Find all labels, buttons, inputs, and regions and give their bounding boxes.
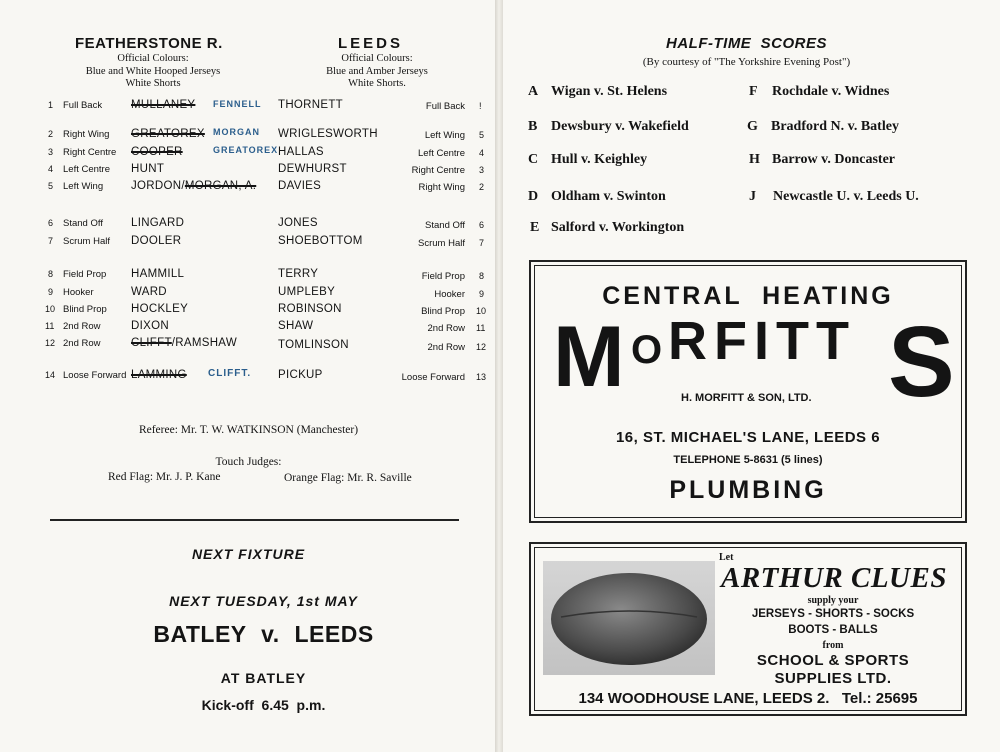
away-player: DAVIES xyxy=(278,180,322,192)
supply-your-label: supply your xyxy=(807,595,859,606)
away-player: TOMLINSON xyxy=(278,339,349,351)
away-number: 10 xyxy=(476,306,487,316)
arthur-clues-brand: ARTHUR CLUES xyxy=(721,562,947,594)
away-number: 13 xyxy=(476,372,487,382)
away-colours-label: Official Colours: xyxy=(341,53,413,64)
home-number: 2 xyxy=(48,129,54,139)
away-position: Left Centre xyxy=(418,148,465,159)
away-number: 12 xyxy=(476,342,487,352)
home-player: HUNT xyxy=(131,163,165,175)
morfitts-company: H. MORFITT & SON, LTD. xyxy=(681,392,812,404)
away-number: 8 xyxy=(479,271,485,281)
section-divider xyxy=(50,519,459,521)
clues-address: 134 WOODHOUSE LANE, LEEDS 2. Tel.: 25695 xyxy=(578,690,918,707)
home-player: DOOLER xyxy=(131,235,182,247)
rugby-ball-icon xyxy=(543,561,715,675)
home-position: 2nd Row xyxy=(63,321,101,332)
red-flag-judge: Red Flag: Mr. J. P. Kane xyxy=(108,471,221,483)
handwritten-substitute: GREATOREX xyxy=(213,145,279,155)
morfitts-brand-o: O xyxy=(631,328,663,372)
let-label: Let xyxy=(719,552,734,563)
home-number: 7 xyxy=(48,236,54,246)
morfitts-address: 16, ST. MICHAEL'S LANE, LEEDS 6 xyxy=(615,429,881,446)
home-player: WARD xyxy=(131,286,167,298)
home-number: 1 xyxy=(48,100,54,110)
away-position: Blind Prop xyxy=(421,306,465,317)
morfitts-brand-mid: RFITT xyxy=(668,311,856,371)
home-position: Loose Forward xyxy=(63,370,127,381)
ht-letter: D xyxy=(528,189,539,204)
home-player: LINGARD xyxy=(131,217,185,229)
home-number: 10 xyxy=(45,304,56,314)
away-number: 4 xyxy=(479,148,485,158)
rugby-ball-photo xyxy=(543,561,715,675)
away-player: HALLAS xyxy=(278,146,324,158)
home-position: Full Back xyxy=(63,100,103,111)
ht-letter: B xyxy=(528,119,538,134)
away-number: 11 xyxy=(476,323,486,333)
next-fixture-away: LEEDS xyxy=(294,621,374,647)
home-player: COOPER xyxy=(131,146,183,158)
morfitts-brand-m: M xyxy=(553,309,625,405)
ht-letter: F xyxy=(749,84,758,99)
away-position: Stand Off xyxy=(425,220,465,231)
home-number: 3 xyxy=(48,147,54,157)
handwritten-substitute: MORGAN xyxy=(213,127,260,137)
home-number: 6 xyxy=(48,218,54,228)
right-programme-page xyxy=(503,0,1000,752)
home-player: MULLANEY xyxy=(131,99,196,111)
away-colours-line2: White Shorts. xyxy=(348,78,406,89)
home-colours-line1: Blue and White Hooped Jerseys xyxy=(85,65,221,77)
home-player-second: /RAMSHAW xyxy=(171,337,238,349)
away-team-name: LEEDS xyxy=(338,35,404,52)
home-number: 9 xyxy=(48,287,54,297)
home-position: Blind Prop xyxy=(63,304,107,315)
away-position: Field Prop xyxy=(421,271,465,282)
next-fixture-match xyxy=(0,621,497,648)
away-number: 9 xyxy=(479,289,485,299)
away-player: DEWHURST xyxy=(278,163,347,175)
clues-items-line2: BOOTS - BALLS xyxy=(788,624,878,636)
home-player-struck: MORGAN, A. xyxy=(184,180,257,192)
away-player: THORNETT xyxy=(278,99,344,111)
from-label: from xyxy=(822,640,844,651)
home-player: DIXON xyxy=(131,320,169,332)
away-number: 6 xyxy=(479,220,485,230)
home-number: 8 xyxy=(48,269,54,279)
morfitts-telephone: TELEPHONE 5-8631 (5 lines) xyxy=(673,454,823,466)
away-position: Right Wing xyxy=(418,182,465,193)
away-position: Loose Forward xyxy=(401,372,465,383)
away-position: Hooker xyxy=(434,289,465,300)
home-player xyxy=(131,337,237,349)
away-player: TERRY xyxy=(278,268,319,280)
ht-match: Salford v. Workington xyxy=(551,220,685,235)
ht-match: Barrow v. Doncaster xyxy=(772,152,895,167)
away-number: 2 xyxy=(479,182,485,192)
away-colours xyxy=(292,53,462,91)
home-player: LAMMING xyxy=(131,369,187,381)
morfitts-brand-s: S xyxy=(888,306,955,418)
away-number: 7 xyxy=(479,238,485,248)
home-position: Stand Off xyxy=(63,218,103,229)
ht-match: Wigan v. St. Helens xyxy=(551,84,668,99)
home-position: Right Wing xyxy=(63,129,110,140)
left-programme-page xyxy=(0,0,497,752)
handwritten-substitute: FENNELL xyxy=(213,99,262,109)
next-fixture-date: NEXT TUESDAY, 1st MAY xyxy=(169,593,358,609)
morfitts-plumbing: PLUMBING xyxy=(669,476,827,504)
touch-judges-label: Touch Judges: xyxy=(215,456,282,468)
next-fixture-heading: NEXT FIXTURE xyxy=(191,546,306,562)
home-position: Left Centre xyxy=(63,164,110,175)
away-player: SHAW xyxy=(278,320,314,332)
away-colours-line1: Blue and Amber Jerseys xyxy=(326,65,428,77)
ht-match: Hull v. Keighley xyxy=(551,152,648,167)
home-player: GREATOREX xyxy=(131,128,205,140)
home-player xyxy=(131,180,256,192)
ht-letter: E xyxy=(530,220,540,235)
home-position: Right Centre xyxy=(63,147,117,158)
home-position: Field Prop xyxy=(63,269,107,280)
half-time-title: HALF-TIME SCORES xyxy=(666,35,827,52)
clues-items-line1: JERSEYS - SHORTS - SOCKS xyxy=(751,608,915,620)
next-fixture-venue: AT BATLEY xyxy=(220,670,307,686)
away-position: Scrum Half xyxy=(418,238,465,249)
home-position: Left Wing xyxy=(63,181,104,192)
away-position: Full Back xyxy=(425,101,465,112)
away-position: Right Centre xyxy=(411,165,465,176)
home-number: 5 xyxy=(48,181,54,191)
away-player: WRIGLESWORTH xyxy=(278,128,378,140)
away-number: 3 xyxy=(479,165,485,175)
away-player: PICKUP xyxy=(278,369,323,381)
home-number: 12 xyxy=(45,338,56,348)
away-player: ROBINSON xyxy=(278,303,342,315)
referee-line: Referee: Mr. T. W. WATKINSON (Manchester) xyxy=(138,424,359,436)
home-player: HAMMILL xyxy=(131,268,185,280)
away-number: ! xyxy=(479,101,482,111)
home-team-name: FEATHERSTONE R. xyxy=(75,35,223,52)
home-position: Hooker xyxy=(63,287,94,298)
home-player-first: JORDON/ xyxy=(131,180,185,192)
ht-match: Bradford N. v. Batley xyxy=(771,119,899,134)
ht-match: Dewsbury v. Wakefield xyxy=(551,119,689,134)
away-number: 5 xyxy=(479,130,485,140)
ht-match: Newcastle U. v. Leeds U. xyxy=(773,189,919,204)
orange-flag-judge: Orange Flag: Mr. R. Saville xyxy=(284,472,412,484)
next-fixture-kickoff: Kick-off 6.45 p.m. xyxy=(201,697,326,713)
home-colours-label: Official Colours: xyxy=(117,53,189,64)
ht-letter: C xyxy=(528,152,539,167)
away-player: UMPLEBY xyxy=(278,286,336,298)
away-player: SHOEBOTTOM xyxy=(278,235,363,247)
home-number: 4 xyxy=(48,164,54,174)
ht-match: Rochdale v. Widnes xyxy=(772,84,890,99)
home-player: HOCKLEY xyxy=(131,303,189,315)
home-position: Scrum Half xyxy=(63,236,110,247)
ht-letter: A xyxy=(528,84,539,99)
home-colours xyxy=(63,53,243,91)
handwritten-substitute: CLIFFT. xyxy=(208,368,252,379)
next-fixture-home: BATLEY xyxy=(153,621,247,647)
home-number: 11 xyxy=(45,321,55,331)
central-heating-heading: CENTRAL HEATING xyxy=(602,282,894,310)
away-position: 2nd Row xyxy=(427,342,465,353)
arthur-clues-advert xyxy=(529,542,967,716)
home-player-struck: CLIFFT xyxy=(131,337,172,349)
ht-letter: H xyxy=(749,152,760,167)
home-number: 14 xyxy=(45,370,56,380)
clues-company-line1: SCHOOL & SPORTS xyxy=(756,652,910,669)
half-time-subtitle: (By courtesy of "The Yorkshire Evening Post") xyxy=(642,56,851,68)
home-position: 2nd Row xyxy=(63,338,101,349)
ht-letter: J xyxy=(749,189,756,204)
away-position: Left Wing xyxy=(424,130,465,141)
away-position: 2nd Row xyxy=(427,323,465,334)
ht-letter: G xyxy=(747,119,758,134)
away-player: JONES xyxy=(278,217,318,229)
home-colours-line2: White Shorts xyxy=(125,78,181,89)
next-fixture-vs: v. xyxy=(261,621,280,647)
morfitts-advert xyxy=(529,260,967,523)
clues-company-line2: SUPPLIES LTD. xyxy=(774,670,892,687)
ht-match: Oldham v. Swinton xyxy=(551,189,666,204)
